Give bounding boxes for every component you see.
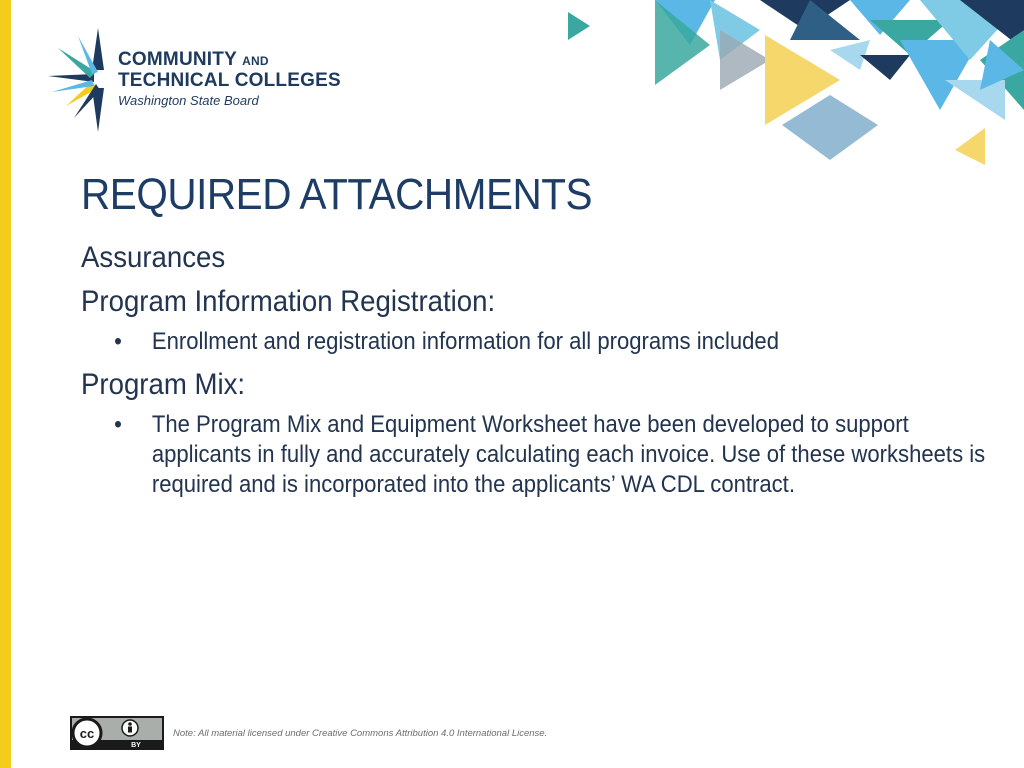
bullet-program-mix — [81, 410, 1007, 500]
slide-body — [81, 236, 986, 506]
slide-title: REQUIRED ATTACHMENTS — [81, 170, 593, 219]
logo-community: COMMUNITY — [118, 49, 237, 70]
cc-text: cc — [79, 726, 95, 741]
bullet-dot: • — [114, 328, 122, 355]
bullet-dot: • — [114, 411, 122, 438]
heading-program-information-registration: Program Information Registration: — [81, 285, 496, 318]
logo-and: AND — [242, 54, 269, 68]
by-text: BY — [131, 742, 141, 749]
bullet-enrollment — [81, 327, 891, 357]
cc-by-license-badge — [70, 716, 164, 750]
heading-assurances: Assurances — [81, 241, 226, 274]
heading-program-mix: Program Mix: — [81, 368, 246, 401]
decorative-triangles — [560, 0, 1024, 180]
logo-technical-colleges: TECHNICAL COLLEGES — [118, 70, 341, 91]
bullet-program-mix-text: The Program Mix and Equipment Worksheet have been developed to support applicants in fully and accurately calculating each invoice. Use of these worksheets is required and is incorporated into the applicants’ WA CDL contract. — [151, 411, 986, 498]
bullet-enrollment-text: Enrollment and registration information for all programs included — [151, 328, 779, 355]
left-accent-bar — [0, 0, 11, 768]
license-note: Note: All material licensed under Creative Commons Attribution 4.0 International License. — [173, 728, 548, 739]
logo-wordmark — [118, 50, 341, 111]
logo-state-board: Washington State Board — [118, 93, 259, 108]
